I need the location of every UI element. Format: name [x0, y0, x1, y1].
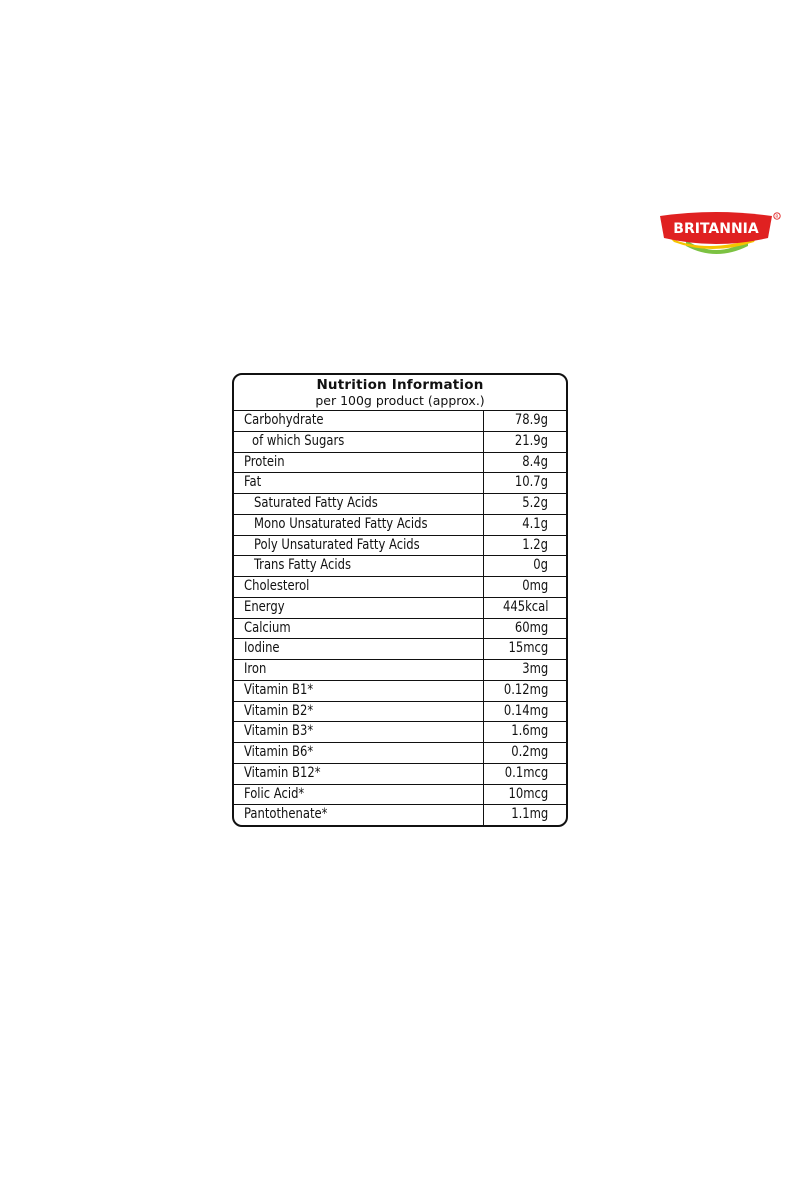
- nutrition-row: [234, 639, 566, 660]
- nutrient-name: of which Sugars: [234, 432, 484, 452]
- nutrient-name: Poly Unsaturated Fatty Acids: [234, 536, 484, 556]
- nutrient-name: Trans Fatty Acids: [234, 556, 484, 576]
- nutrient-value: 60mg: [514, 619, 548, 636]
- nutrient-value: 10.7g: [514, 474, 548, 491]
- nutrition-row: [234, 619, 566, 640]
- nutrient-value: 0.2mg: [510, 744, 548, 760]
- nutrient-name: Carbohydrate: [234, 411, 484, 431]
- nutrition-row: [234, 556, 566, 577]
- nutrient-name: Cholesterol: [234, 577, 484, 597]
- nutrient-value: 0.12mg: [503, 681, 548, 698]
- nutrient-value: 4.1g: [522, 515, 548, 532]
- nutrition-table: [234, 411, 566, 826]
- nutrition-row: [234, 660, 566, 681]
- nutrient-value: 1.1mg: [510, 806, 548, 823]
- nutrition-row: [234, 473, 566, 494]
- nutrient-name: Vitamin B2*: [234, 702, 484, 722]
- nutrition-row: [234, 702, 566, 723]
- panel-subtitle: per 100g product (approx.): [315, 393, 485, 408]
- nutrition-row: [234, 536, 566, 557]
- nutrition-row: [234, 764, 566, 785]
- nutrient-value: 0g: [533, 557, 548, 574]
- nutrition-row: [234, 494, 566, 515]
- nutrient-value: 5.2g: [522, 495, 548, 511]
- nutrient-name: Saturated Fatty Acids: [234, 494, 484, 514]
- nutrient-name: Iron: [234, 660, 484, 680]
- nutrient-value: 0.1mcg: [504, 764, 548, 781]
- nutrient-name: Pantothenate*: [234, 805, 484, 826]
- nutrition-row: [234, 411, 566, 432]
- nutrient-value: 445kcal: [502, 598, 548, 615]
- nutrient-value: 10mcg: [508, 785, 548, 802]
- nutrition-information-panel: [232, 373, 568, 827]
- nutrient-value: 21.9g: [514, 432, 548, 449]
- nutrition-row: [234, 805, 566, 826]
- nutrient-value: 3mg: [521, 661, 548, 677]
- nutrient-value: 15mcg: [508, 640, 548, 657]
- nutrient-name: Energy: [234, 598, 484, 618]
- nutrition-row: [234, 453, 566, 474]
- nutrient-name: Protein: [234, 453, 484, 473]
- panel-header: [234, 375, 566, 411]
- nutrient-name: Vitamin B12*: [234, 764, 484, 784]
- nutrient-value: 1.2g: [522, 536, 548, 553]
- nutrient-value: 78.9g: [514, 412, 548, 428]
- nutrient-name: Mono Unsaturated Fatty Acids: [234, 515, 484, 535]
- nutrition-row: [234, 681, 566, 702]
- nutrition-row: [234, 785, 566, 806]
- nutrition-row: [234, 432, 566, 453]
- nutrition-row: [234, 743, 566, 764]
- svg-text:R: R: [775, 215, 779, 220]
- panel-title: Nutrition Information: [316, 377, 484, 393]
- nutrient-name: Vitamin B1*: [234, 681, 484, 701]
- nutrient-value: 0.14mg: [503, 702, 548, 719]
- nutrient-name: Iodine: [234, 639, 484, 659]
- nutrition-row: [234, 515, 566, 536]
- nutrient-name: Calcium: [234, 619, 484, 639]
- nutrient-name: Vitamin B6*: [234, 743, 484, 763]
- nutrient-value: 8.4g: [522, 453, 548, 470]
- nutrition-row: [234, 598, 566, 619]
- nutrition-row: [234, 577, 566, 598]
- nutrient-name: Folic Acid*: [234, 785, 484, 805]
- britannia-logo: [656, 210, 782, 256]
- nutrient-name: Fat: [234, 473, 484, 493]
- nutrient-value: 0mg: [521, 578, 548, 594]
- nutrient-name: Vitamin B3*: [234, 722, 484, 742]
- svg-text:BRITANNIA: BRITANNIA: [673, 221, 759, 237]
- nutrient-value: 1.6mg: [510, 723, 548, 740]
- nutrition-row: [234, 722, 566, 743]
